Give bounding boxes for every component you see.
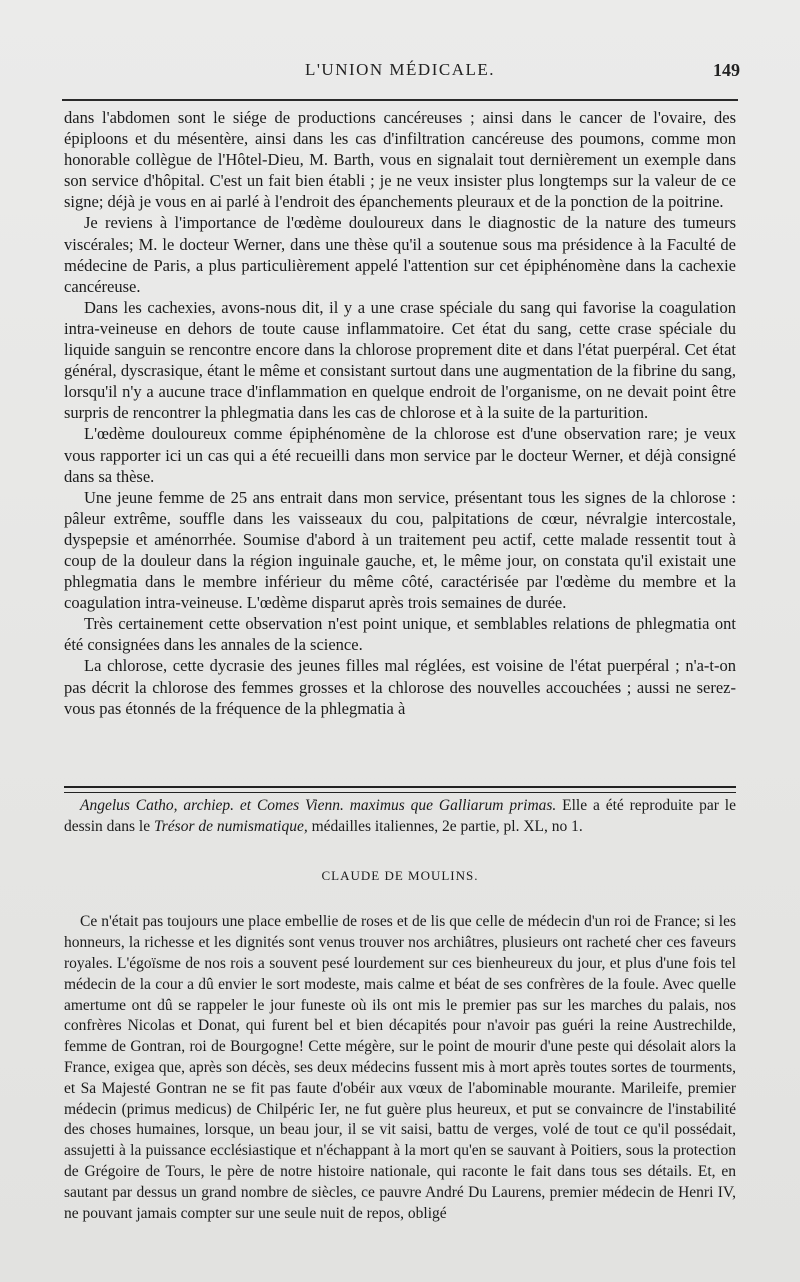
paragraph: dans l'abdomen sont le siége de productions cancéreuses ; ainsi dans le cancer de l'ovaire, des épiploons et du mésentère, ainsi dans les cas d'infiltration cancéreuse des poumons, comme mon honorable collègue de l'Hôtel-Dieu, M. Barth, vous en signalait tout dernièrement un exemple dans son service d'hôpital. C'est un fait bien établi ; je ne veux insister plus longtemps sur la valeur de ce signe; déjà je vous en ai parlé à l'endroit des épanchements pleuraux et de la ponction de la poitrine.	[64, 108, 736, 212]
section-heading: CLAUDE DE MOULINS.	[321, 867, 479, 883]
note-text-end: médailles italiennes, 2e partie, pl. XL, no 1.	[307, 817, 583, 835]
running-title: L'UNION MÉDICALE.	[304, 60, 496, 79]
feuilleton-note	[64, 796, 736, 838]
page-number: 149	[713, 60, 740, 80]
feuilleton	[64, 796, 736, 1224]
feuilleton-paragraph: Ce n'était pas toujours une place embellie de roses et de lis que celle de médecin d'un roi de France; si les honneurs, la richesse et les dignités sont venus trouver nos archiâtres, plusieurs ont racheté cher ces faveurs royales. L'égoïsme de nos rois a souvent pesé lourdement sur ces bienheureux du jour, et plus d'une fois tel médecin de la cour a dû envier le sort modeste, mais calme et béat de ses confrères de la foule. Avec quelle amertume ont dû se rappeler le jour funeste où ils ont mis le premier pas sur les marches du palais, nos confrères Nicolas et Donat, qui furent bel et bien décapités pour n'avoir pas guéri la reine Austrechilde, femme de Gontran, roi de Bourgogne! Cette mégère, sur le point de mourir d'une peste qui désolait alors la France, exigea que, après son décès, ses deux médecins fussent mis à mort après toutes sortes de tourments, et Sa Majesté Gontran ne se fit pas faute d'obéir aux vœux de l'abominable mourante. Marileife, premier médecin (primus medicus) de Chilpéric Ier, ne fut guère plus heureux, et put se convaincre de l'instabilité des choses humaines, lorsque, un beau jour, il se vit saisi, battu de verges, volé de tout ce qu'il possédait, assujetti à la puissance ecclésiastique et n'échappant à la mort qu'en se sauvant à Poitiers, sous la protection de Grégoire de Tours, le père de notre histoire nationale, qui raconte le fait dans tous ses détails. Et, en sautant par dessus un grand nombre de siècles, ce pauvre André Du Laurens, premier médecin de Henri IV, ne pouvant jamais compter sur une seule nuit de repos, obligé	[64, 913, 736, 1222]
paragraph: Dans les cachexies, avons-nous dit, il y a une crase spéciale du sang qui favorise la coagulation intra-veineuse en dehors de toute cause inflammatoire. Cet état du sang, cette crase spéciale du liquide sanguin se rencontre encore dans la chlorose proprement dite et dans l'état puerpéral. Cet état général, dyscrasique, étant le même et consistant surtout dans une augmentation de la fibrine du sang, lorsqu'il n'y a aucune trace d'inflammation en quelque endroit de l'organisme, on ne devait point être surpris de rencontrer la phlegmatia dans les cas de chlorose et à la suite de la parturition.	[64, 297, 736, 423]
feuilleton-separator	[64, 786, 736, 793]
header-rule	[62, 99, 738, 101]
main-text	[64, 107, 736, 719]
paragraph: La chlorose, cette dycrasie des jeunes filles mal réglées, est voisine de l'état puerpéral ; n'a-t-on pas décrit la chlorose des femmes grosses et la chlorose des nouvelles accouchées ; aussi ne serez-vous pas étonnés de la fréquence de la phlegmatia à	[64, 656, 736, 718]
paragraph: Une jeune femme de 25 ans entrait dans mon service, présentant tous les signes de la chlorose : pâleur extrême, souffle dans les vaisseaux du cou, palpitations de cœur, névralgie intercostale, dyspepsie et aménorrhée. Soumise d'abord à un traitement peu actif, cette malade ressentit tout à coup de la douleur dans la région inguinale gauche, et, le même jour, on constata qu'il existait une phlegmatia dans le membre inférieur du même côté, caractérisée par l'œdème du membre et la coagulation intra-veineuse. L'œdème disparut après trois semaines de durée.	[64, 487, 736, 613]
note-work-title: Trésor de numismatique,	[153, 817, 308, 835]
paragraph: Je reviens à l'importance de l'œdème douloureux dans le diagnostic de la nature des tumeurs viscérales; M. le docteur Werner, dans une thèse qu'il a soutenue sous ma présidence à la Faculté de médecine de Paris, a plus particulièrement appelé l'attention sur cet épiphénomène dans la cachexie cancéreuse.	[64, 213, 736, 296]
paragraph: L'œdème douloureux comme épiphénomène de la chlorose est d'une observation rare; je veux vous rapporter ici un cas qui a été recueilli dans mon service par le docteur Werner, et déjà consigné dans sa thèse.	[64, 424, 736, 486]
paragraph: Très certainement cette observation n'est point unique, et semblables relations de phlegmatia ont été consignées dans les annales de la science.	[64, 614, 736, 655]
page-header	[60, 60, 740, 90]
note-text: Elle a été reproduite par le dessin dans le	[64, 797, 736, 835]
note-latin-inscription: Angelus Catho, archiep. et Comes Vienn. maximus que Galliarum primas.	[80, 797, 557, 814]
